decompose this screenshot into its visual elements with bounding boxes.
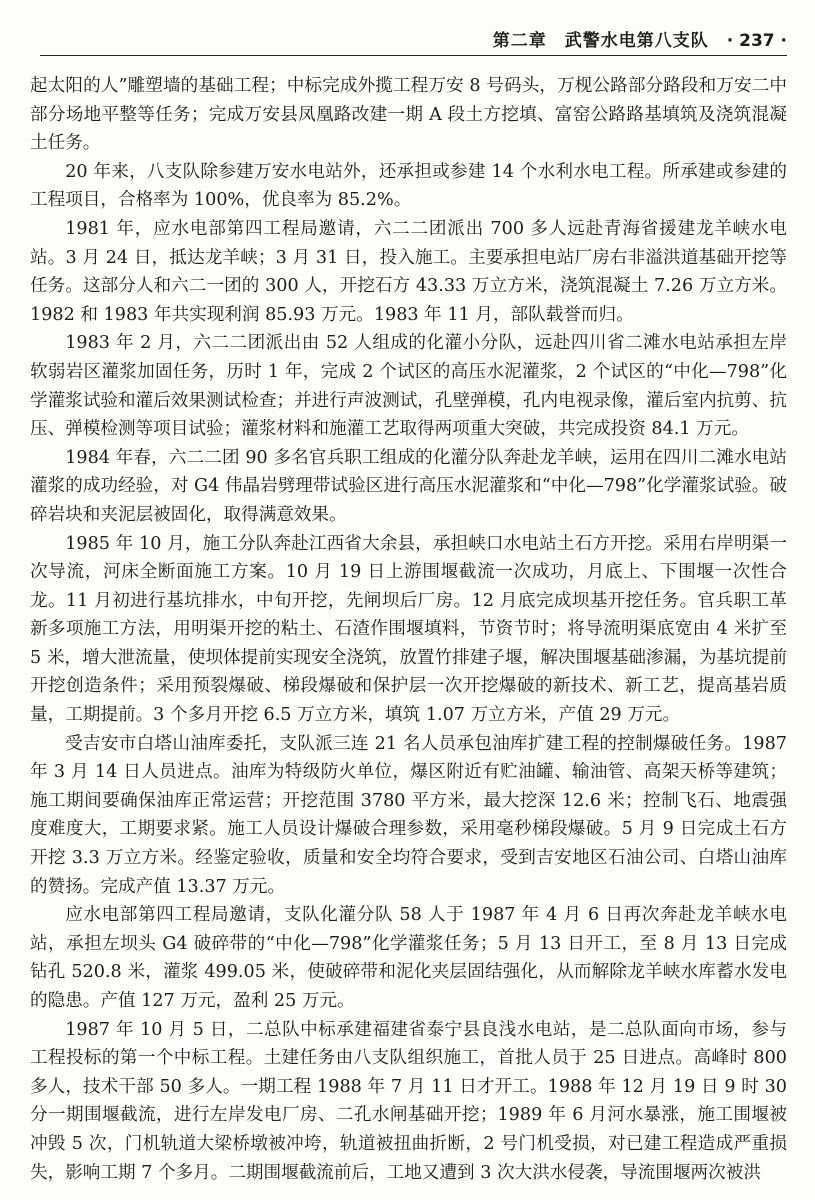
page-number: · 237 · [726, 31, 787, 51]
paragraph: 1981 年，应水电部第四工程局邀请，六二二团派出 700 多人远赴青海省援建龙羊峡水电站。3 月 24 日，抵达龙羊峡；3 月 31 日，投入施工。主要承担电站厂房右非溢洪道基础开挖等任务。这部分人和六二一团的 300 人，开挖石方 43.33 万立方米，浇筑混凝土 7.26 万立方米。1982 和 1983 年共实现利润 85.93 万元。1983 年 11 月，部队载誉而归。 [30, 218, 787, 325]
paragraph: 1984 年春，六二二团 90 多名官兵职工组成的化灌分队奔赴龙羊峡，运用在四川二滩水电站灌浆的成功经验，对 G4 伟晶岩劈理带试验区进行高压水泥灌浆和“中化—798”化学灌浆试验。破碎岩块和夹泥层被固化，取得满意效果。 [30, 447, 787, 525]
body-text [30, 72, 787, 1187]
paragraph: 20 年来，八支队除参建万安水电站外，还承担或参建 14 个水利水电工程。所承建或参建的工程项目，合格率为 100%，优良率为 85.2%。 [30, 161, 787, 211]
chapter-label: 第二章 [492, 31, 547, 51]
running-header [40, 26, 787, 56]
paragraph-continued: 起太阳的人”雕塑墙的基础工程；中标完成外揽工程万安 8 号码头，万枧公路部分路段和万安二中部分场地平整等任务；完成万安县凤凰路改建一期 A 段土方挖填、富窑公路路基填筑及浇筑混凝土任务。 [30, 76, 787, 154]
section-title: 武警水电第八支队 [564, 31, 709, 51]
paragraph: 1983 年 2 月，六二二团派出由 52 人组成的化灌小分队，远赴四川省二滩水电站承担左岸软弱岩区灌浆加固任务，历时 1 年，完成 2 个试区的高压水泥灌浆，2 个试区的“中化—798”化学灌浆试验和灌后效果测试检查；并进行声波测试，孔壁弹模，孔内电视录像，灌后室内抗剪、抗压、弹模检测等项目试验；灌浆材料和施灌工艺取得两项重大突破，共完成投资 84.1 万元。 [30, 333, 787, 440]
paragraph: 受吉安市白塔山油库委托，支队派三连 21 名人员承包油库扩建工程的控制爆破任务。1987 年 3 月 14 日人员进点。油库为特级防火单位，爆区附近有贮油罐、输油管、高架天桥等建筑；施工期间要确保油库正常运营；开挖范围 3780 平方米，最大挖深 12.6 米；控制飞石、地震强度难度大，工期要求紧。施工人员设计爆破合理参数，采用毫秒梯段爆破。5 月 9 日完成土石方开挖 3.3 万立方米。经鉴定验收，质量和安全均符合要求，受到吉安地区石油公司、白塔山油库的赞扬。完成产值 13.37 万元。 [30, 733, 787, 897]
paragraph: 1987 年 10 月 5 日，二总队中标承建福建省泰宁县良浅水电站，是二总队面向市场，参与工程投标的第一个中标工程。土建任务由八支队组织施工，首批人员于 25 日进点。高峰时 800 多人，技术干部 50 多人。一期工程 1988 年 7 月 11 日才开工。1988 年 12 月 19 日 9 时 30 分一期围堰截流，进行左岸发电厂房、二孔水闸基础开挖；1989 年 6 月河水暴涨，施工围堰被冲毁 5 次，门机轨道大梁桥墩被冲垮，轨道被扭曲折断，2 号门机受损，对已建工程造成严重损失，影响工期 7 个多月。二期围堰截流前后，工地又遭到 3 次大洪水侵袭，导流围堰两次被洪 [30, 1019, 787, 1183]
paragraph: 应水电部第四工程局邀请，支队化灌分队 58 人于 1987 年 4 月 6 日再次奔赴龙羊峡水电站，承担左坝头 G4 破碎带的“中化—798”化学灌浆任务；5 月 13 日开工，至 8 月 13 日完成钻孔 520.8 米，灌浆 499.05 米，使破碎带和泥化夹层固结强化，从而解除龙羊峡水库蓄水发电的隐患。产值 127 万元，盈利 25 万元。 [30, 905, 787, 1011]
paragraph: 1985 年 10 月，施工分队奔赴江西省大余县，承担峡口水电站土石方开挖。采用右岸明渠一次导流，河床全断面施工方案。10 月 19 日上游围堰截流一次成功，月底上、下围堰一次性合龙。11 月初进行基坑排水，中旬开挖，先闸坝后厂房。12 月底完成坝基开挖任务。官兵职工革新多项施工方法，用明渠开挖的粘土、石渣作围堰填料，节资节时；将导流明渠底宽由 4 米扩至 5 米，增大泄流量，使坝体提前实现安全浇筑，放置竹排建子堰，解决围堰基础渗漏，为基坑提前开挖创造条件；采用预裂爆破、梯段爆破和保护层一次开挖爆破的新技术、新工艺，提高基岩质量，工期提前。3 个多月开挖 6.5 万立方米，填筑 1.07 万立方米，产值 29 万元。 [30, 533, 787, 726]
